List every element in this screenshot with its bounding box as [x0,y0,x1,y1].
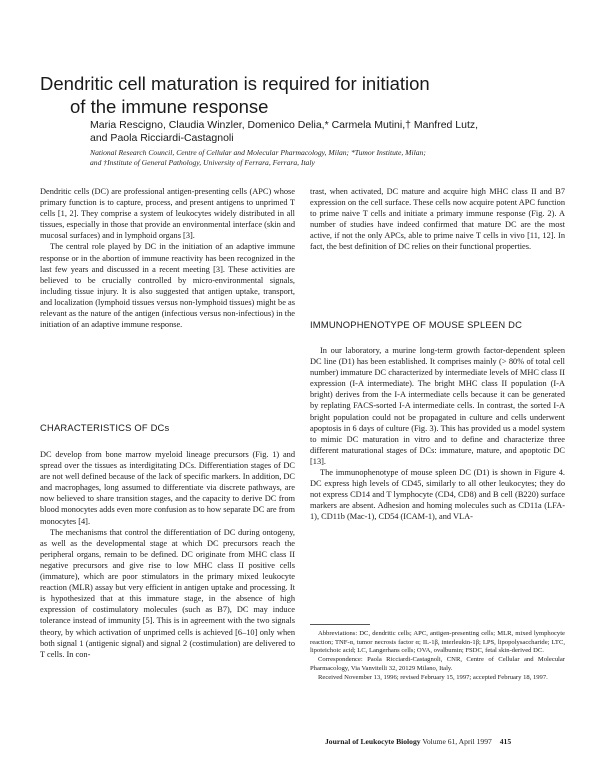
intro-paragraph-1: Dendritic cells (DC) are professional antigen-presenting cells (APC) whose primary function is to capture, process, and present antigens to unprimed T cells [1, 2]. They comprise a system of leukocytes widely distributed in all tissues, especially in those that provide an environmental interface (skin and mucosal surfaces) and in lymphoid organs [3]. [40,187,295,241]
page-number: 415 [499,737,512,746]
immunophenotype-paragraph-1: In our laboratory, a murine long-term growth factor-dependent spleen DC line (D1) has been established. It comprises mainly (> 80% of total cell number) immature DC characterized by intermediate levels of MHC class II expression (I-A intermediate). The bright MHC class II population (I-A bright) derives from the I-A intermediate cells because it can be generated by replating FACS-sorted I-A intermediate cells. In contrast, the sorted I-A bright population could not be propagated in culture and cells underwent apoptosis in 6 days of culture (Fig. 3). This has provided us a model system to mimic DC maturation in vitro and to define and characterize three different maturational stages of DCs: immature, mature, and apoptotic DC [13]. [310,346,565,466]
characteristics-paragraph-1: DC develop from bone marrow myeloid lineage precursors (Fig. 1) and spread over the tissues as interdigitating DCs. Differentiation stages of DC are not well defined because of the lack of specific markers. In addition, DC and macrophages, long assumed to differentiate via discrete pathways, are now believed to share transition stages, and the capacity to derive DC from blood monocytes adds even more confusion as to how separate DC are from monocytes [4]. [40,450,295,526]
left-column-characteristics [40,449,295,660]
authors-line-1: Maria Rescigno, Claudia Winzler, Domenico Delia,* Carmela Mutini,† Manfred Lutz, [90,119,479,131]
authors-line-2: and Paola Ricciardi-Castagnoli [90,132,234,144]
journal-name: Journal of Leukocyte Biology [325,737,421,746]
footnote-divider [310,624,370,625]
intro-paragraph-2: The central role played by DC in the initiation of an adaptive immune response or in the abortion of immune reactivity has been recognized in the last few years and discussed in a recent meeting [3]. These activities are believed to be crucially controlled by micro-environmental signals, including tissue injury. It is also suggested that antigen uptake, transport, and localization (lymphoid tissues versus non-lymphoid tissues) might be as relevant as the nature of the antigen (infectious versus non-infectious) in the initiation of an adaptive immune response. [40,242,295,330]
affiliations [90,148,570,168]
journal-volume: Volume 61, April 1997 [422,737,492,746]
footnote-received: Received November 13, 1996; revised February 15, 1997; accepted February 18, 1997. [318,673,548,681]
title-line-1: Dendritic cell maturation is required for initiation [40,73,430,94]
page-footer [325,737,570,746]
left-column-intro [40,186,295,330]
footnote-correspondence: Correspondence: Paola Ricciardi-Castagnoli, CNR, Centre of Cellular and Molecular Pharmacology, Via Vanvitelli 32, 20129 Milano, Italy. [310,656,565,672]
section-heading-characteristics: CHARACTERISTICS OF DCs [40,422,170,433]
immunophenotype-paragraph-2: The immunophenotype of mouse spleen DC (D1) is shown in Figure 4. DC express high levels of CD45, similarly to all other leukocytes; they do not express CD14 and T lymphocyte (CD4, CD8) and B cell (B220) surface markers are absent. Adhesion and homing molecules such as CD11a (LFA-1), CD11b (Mac-1), CD54 (ICAM-1), and VLA- [310,468,565,522]
author-list [90,119,570,145]
right-column-immunophenotype [310,345,565,523]
right-column-continuation [310,186,565,253]
affiliation-line-1: National Research Council, Centre of Cellular and Molecular Pharmacology, Milan; *Tumor Institute, Milan; [90,148,426,157]
footnotes [310,630,565,682]
title-line-2: of the immune response [70,96,269,117]
continuation-paragraph: trast, when activated, DC mature and acquire high MHC class II and B7 expression on the cell surface. These cells now acquire potent APC function to prime naive T cells and initiate a primary immune response (Fig. 2). A number of studies have indeed confirmed that mature DC are the most active, if not the only APCs, able to prime naive T cells in vivo [11, 12]. In fact, the best definition of DC relies on their functional properties. [310,187,565,252]
characteristics-paragraph-2: The mechanisms that control the differentiation of DC during ontogeny, as well as the developmental stage at which DC precursors reach the peripheral organs, remain to be defined. DC originate from MHC class II negative precursors and give rise to low MHC class II positive cells (immature), which are poor stimulators in the primary mixed leukocyte reaction (MLR) assay but very efficient in antigen uptake and processing. It is hypothesized that at this immature stage, in the absence of high expression of costimulatory molecules (such as B7), DC may induce tolerance instead of immunity [5]. This is in agreement with the two signals theory, by which activation of unprimed cells is achieved [6–10] only when both signal 1 (antigenic signal) and signal 2 (costimulation) are delivered to T cells. In con- [40,527,295,659]
affiliation-line-2: and †Institute of General Pathology, University of Ferrara, Ferrara, Italy [90,158,315,167]
footnote-abbreviations: Abbreviations: DC, dendritic cells; APC, antigen-presenting cells; MLR, mixed lymphocyte reaction; TNF-α, tumor necrosis factor α; IL-1β, interleukin-1β; LPS, lipopolysaccharide; LTC, lipoteichoic acid; LC, Langerhans cells; OVA, ovalbumin; FSDC, fetal skin-derived DC. [310,630,565,655]
section-heading-immunophenotype: IMMUNOPHENOTYPE OF MOUSE SPLEEN DC [310,319,523,330]
article-title [40,72,560,118]
